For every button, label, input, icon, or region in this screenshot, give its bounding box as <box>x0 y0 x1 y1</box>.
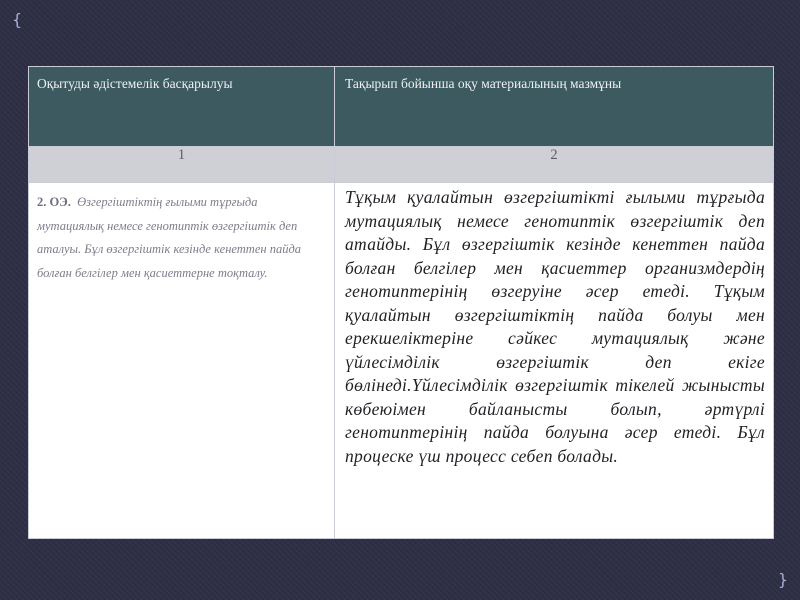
table-body-row <box>29 183 774 539</box>
column-number-1-label: 1 <box>177 147 186 163</box>
method-item-number: 2. ОЭ. <box>37 195 71 209</box>
column-number-2 <box>335 147 774 183</box>
method-cell <box>29 183 335 539</box>
corner-bracket-open: { <box>12 10 23 29</box>
header-cell-content <box>335 67 774 147</box>
corner-bracket-close: } <box>777 570 788 589</box>
table-header-row <box>29 67 774 147</box>
header-content-label: Тақырып бойынша оқу материалының мазмұны <box>345 76 622 91</box>
column-number-1 <box>29 147 335 183</box>
content-cell <box>335 183 774 539</box>
method-text <box>37 191 326 285</box>
method-description: Өзгергіштіктің ғылыми тұрғыда мутациялық немесе генотиптік өзгергіштік деп аталуы. Бұл өзгергіштік кезінде кенеттен пайда болған белгілер мен қасиеттерне тоқталу. <box>37 195 302 280</box>
content-paragraph: Тұқым қуалайтын өзгергіштікті ғылыми тұрғыда мутациялық немесе генотиптік өзгергіштік деп атайды. Бұл өзгергіштік кезінде кенеттен пайда болған белгілер мен қасиеттер организмдердің генотиптерінің өзгеруіне әсер етеді. Тұқым қуалайтын өзгергіштіктің пайда болуы мен ерекшеліктеріне сәйкес мутациялық және үйлесімділік өзгергіштік деп екіге бөлінеді.Үйлесімділік өзгергіштік тікелей жынысты көбеюімен байланысты болып, әртүрлі генотиптерінің пайда болуына әсер етеді. Бұл процеске үш процесс себеп болады. <box>345 187 765 466</box>
column-number-2-label: 2 <box>550 147 558 163</box>
content-table <box>28 66 774 539</box>
table-number-row <box>29 147 774 183</box>
header-cell-method <box>29 67 335 147</box>
header-method-label: Оқытуды әдістемелік басқарылуы <box>37 76 233 91</box>
